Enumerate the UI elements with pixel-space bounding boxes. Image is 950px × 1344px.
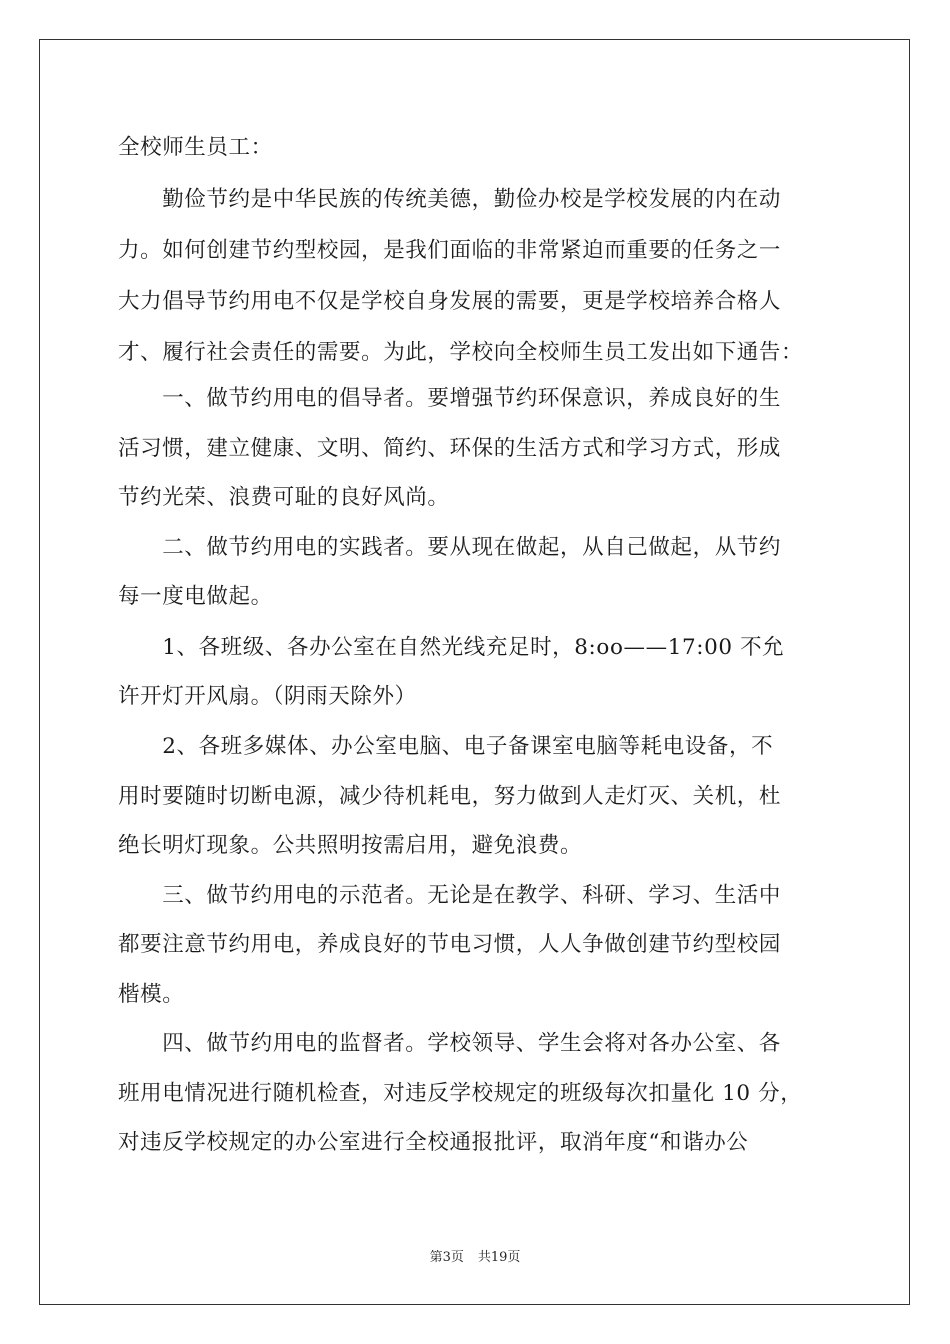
paragraph-line: 二、做节约用电的实践者。要从现在做起，从自己做起，从节约 (118, 535, 782, 560)
paragraph-line: 对违反学校规定的办公室进行全校通报批评，取消年度“和谐办公 (118, 1130, 749, 1155)
page-border (39, 39, 910, 1305)
paragraph-line: 楷模。 (118, 982, 185, 1007)
paragraph-line: 一、做节约用电的倡导者。要增强节约环保意识，养成良好的生 (118, 386, 782, 411)
paragraph-line: 活习惯，建立健康、文明、简约、环保的生活方式和学习方式，形成 (118, 436, 782, 461)
page-footer (0, 1249, 950, 1267)
paragraph-line: 许开灯开风扇。（阴雨天除外） (118, 684, 417, 709)
paragraph-line: 大力倡导节约用电不仅是学校自身发展的需要，更是学校培养合格人 (118, 289, 782, 314)
paragraph-line: 三、做节约用电的示范者。无论是在教学、科研、学习、生活中 (118, 883, 782, 908)
paragraph-line: 班用电情况进行随机检查，对违反学校规定的班级每次扣量化 10 分， (118, 1081, 803, 1106)
paragraph-line: 2、各班多媒体、办公室电脑、电子备课室电脑等耗电设备，不 (118, 734, 774, 759)
page-number: 第3页 (429, 1250, 464, 1265)
paragraph-line: 勤俭节约是中华民族的传统美德，勤俭办校是学校发展的内在动 (118, 187, 782, 212)
paragraph-line: 绝长明灯现象。公共照明按需启用，避免浪费。 (118, 833, 583, 858)
page-total: 共19页 (477, 1250, 521, 1265)
paragraph-line: 节约光荣、浪费可耻的良好风尚。 (118, 485, 450, 510)
paragraph-line: 1、各班级、各办公室在自然光线充足时，8:oo——17:00 不允 (118, 635, 785, 660)
paragraph-line: 都要注意节约用电，养成良好的节电习惯，人人争做创建节约型校园 (118, 932, 782, 957)
paragraph-line: 力。如何创建节约型校园，是我们面临的非常紧迫而重要的任务之一 (118, 238, 782, 263)
paragraph-line: 用时要随时切断电源，减少待机耗电，努力做到人走灯灭、关机，杜 (118, 784, 782, 809)
salutation: 全校师生员工： (118, 135, 273, 160)
paragraph-line: 四、做节约用电的监督者。学校领导、学生会将对各办公室、各 (118, 1031, 782, 1056)
paragraph-line: 每一度电做起。 (118, 584, 273, 609)
paragraph-line: 才、履行社会责任的需要。为此，学校向全校师生员工发出如下通告： (118, 340, 804, 365)
